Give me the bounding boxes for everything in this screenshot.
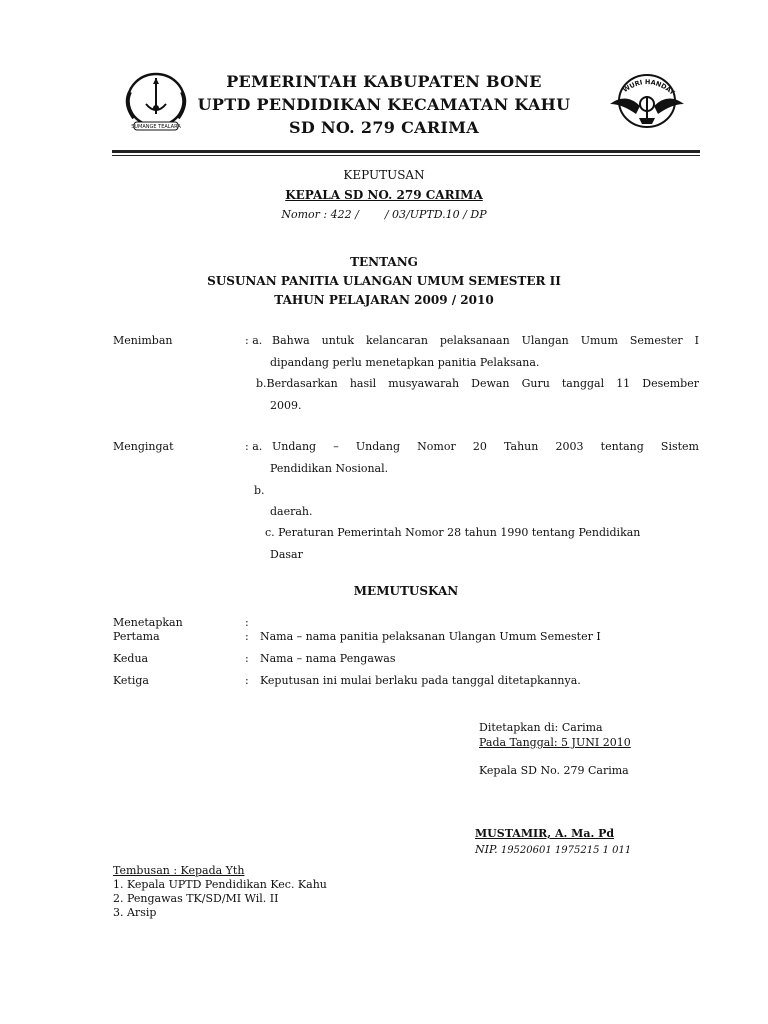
pada-tanggal <box>479 736 631 749</box>
menimbang-a-line-1: Bahwa untuk kelancaran pelaksanaan Ulangan Umum Semester I <box>272 334 699 347</box>
pertama-label: Pertama <box>113 630 160 643</box>
pertama-colon: : <box>245 630 249 643</box>
mengingat-a-line-1: Undang – Undang Nomor 20 Tahun 2003 tentang Sistem <box>272 440 699 453</box>
title-subject-1: SUSUNAN PANITIA ULANGAN UMUM SEMESTER II <box>207 274 561 288</box>
right-logo-text: WURI HANDAY <box>621 77 676 97</box>
mengingat-a-line-2: Pendidikan Nosional. <box>270 462 389 475</box>
title-nomor <box>0 208 768 221</box>
header-line-3: SD NO. 279 CARIMA <box>289 118 479 137</box>
mengingat-a-prefix: : a. <box>245 440 263 453</box>
title-kepala-text: KEPALA SD NO. 279 CARIMA <box>285 188 483 202</box>
ditetapkan-di: Ditetapkan di: Carima <box>479 721 603 734</box>
nomor-prefix: Nomor : 422 / <box>281 208 359 221</box>
nip-label: NIP. <box>475 843 498 856</box>
kedua-colon: : <box>245 652 249 665</box>
menetapkan-label: Menetapkan <box>113 616 183 629</box>
header-line-1: PEMERINTAH KABUPATEN BONE <box>226 72 542 91</box>
menimbang-a-prefix: : a. <box>245 334 263 347</box>
mengingat-label: Mengingat <box>113 440 174 453</box>
kedua-label: Kedua <box>113 652 149 665</box>
title-keputusan: KEPUTUSAN <box>343 168 425 182</box>
pertama-text: Nama – nama panitia pelaksanan Ulangan Umum Semester I <box>260 630 601 643</box>
ketiga-label: Ketiga <box>113 674 149 687</box>
mengingat-c-line-2: Dasar <box>270 548 303 561</box>
pada-tanggal-value: : 5 JUNI 2010 <box>553 736 631 749</box>
title-tentang: TENTANG <box>350 255 418 269</box>
nomor-suffix: / 03/UPTD.10 / DP <box>384 208 487 221</box>
signatory-name: MUSTAMIR, A. Ma. Pd <box>475 827 615 840</box>
mengingat-b-line-2: daerah. <box>270 505 313 518</box>
menimbang-b-line-2: 2009. <box>270 399 302 412</box>
nip-value: 19520601 1975215 1 011 <box>500 845 632 856</box>
mengingat-c-line-1: c. Peraturan Pemerintah Nomor 28 tahun 1990 tentang Pendidikan <box>265 526 641 539</box>
menimbang-a-line-2: dipandang perlu menetapkan panitia Pelaksana. <box>270 356 540 369</box>
menimbang-label: Menimban <box>113 334 173 347</box>
tembusan-item: 2. Pengawas TK/SD/MI Wil. II <box>113 892 279 905</box>
title-kepala <box>0 188 768 202</box>
tembusan-item: 3. Arsip <box>113 906 157 919</box>
header-rule-thick <box>112 150 700 153</box>
title-subject-2: TAHUN PELAJARAN 2009 / 2010 <box>274 293 494 307</box>
kedua-text: Nama – nama Pengawas <box>260 652 396 665</box>
menetapkan-colon: : <box>245 616 249 629</box>
jabatan: Kepala SD No. 279 Carima <box>479 764 629 777</box>
tembusan-item: 1. Kepala UPTD Pendidikan Kec. Kahu <box>113 878 327 891</box>
ketiga-text: Keputusan ini mulai berlaku pada tanggal ditetapkannya. <box>260 674 581 687</box>
header-rule-thin <box>112 155 700 156</box>
tembusan-heading: Tembusan : Kepada Yth <box>113 864 245 877</box>
pada-tanggal-label: Pada Tanggal <box>479 736 554 749</box>
memutuskan-heading: MEMUTUSKAN <box>353 584 459 598</box>
menimbang-b-line-1: b.Berdasarkan hasil musyawarah Dewan Guru tanggal 11 Desember <box>256 377 699 390</box>
ketiga-colon: : <box>245 674 249 687</box>
signatory-nip <box>475 843 631 856</box>
left-logo-text: SUMANGE TEALARA <box>131 124 181 130</box>
header-line-2: UPTD PENDIDIKAN KECAMATAN KAHU <box>197 95 571 114</box>
mengingat-b-prefix: b. <box>254 484 265 497</box>
